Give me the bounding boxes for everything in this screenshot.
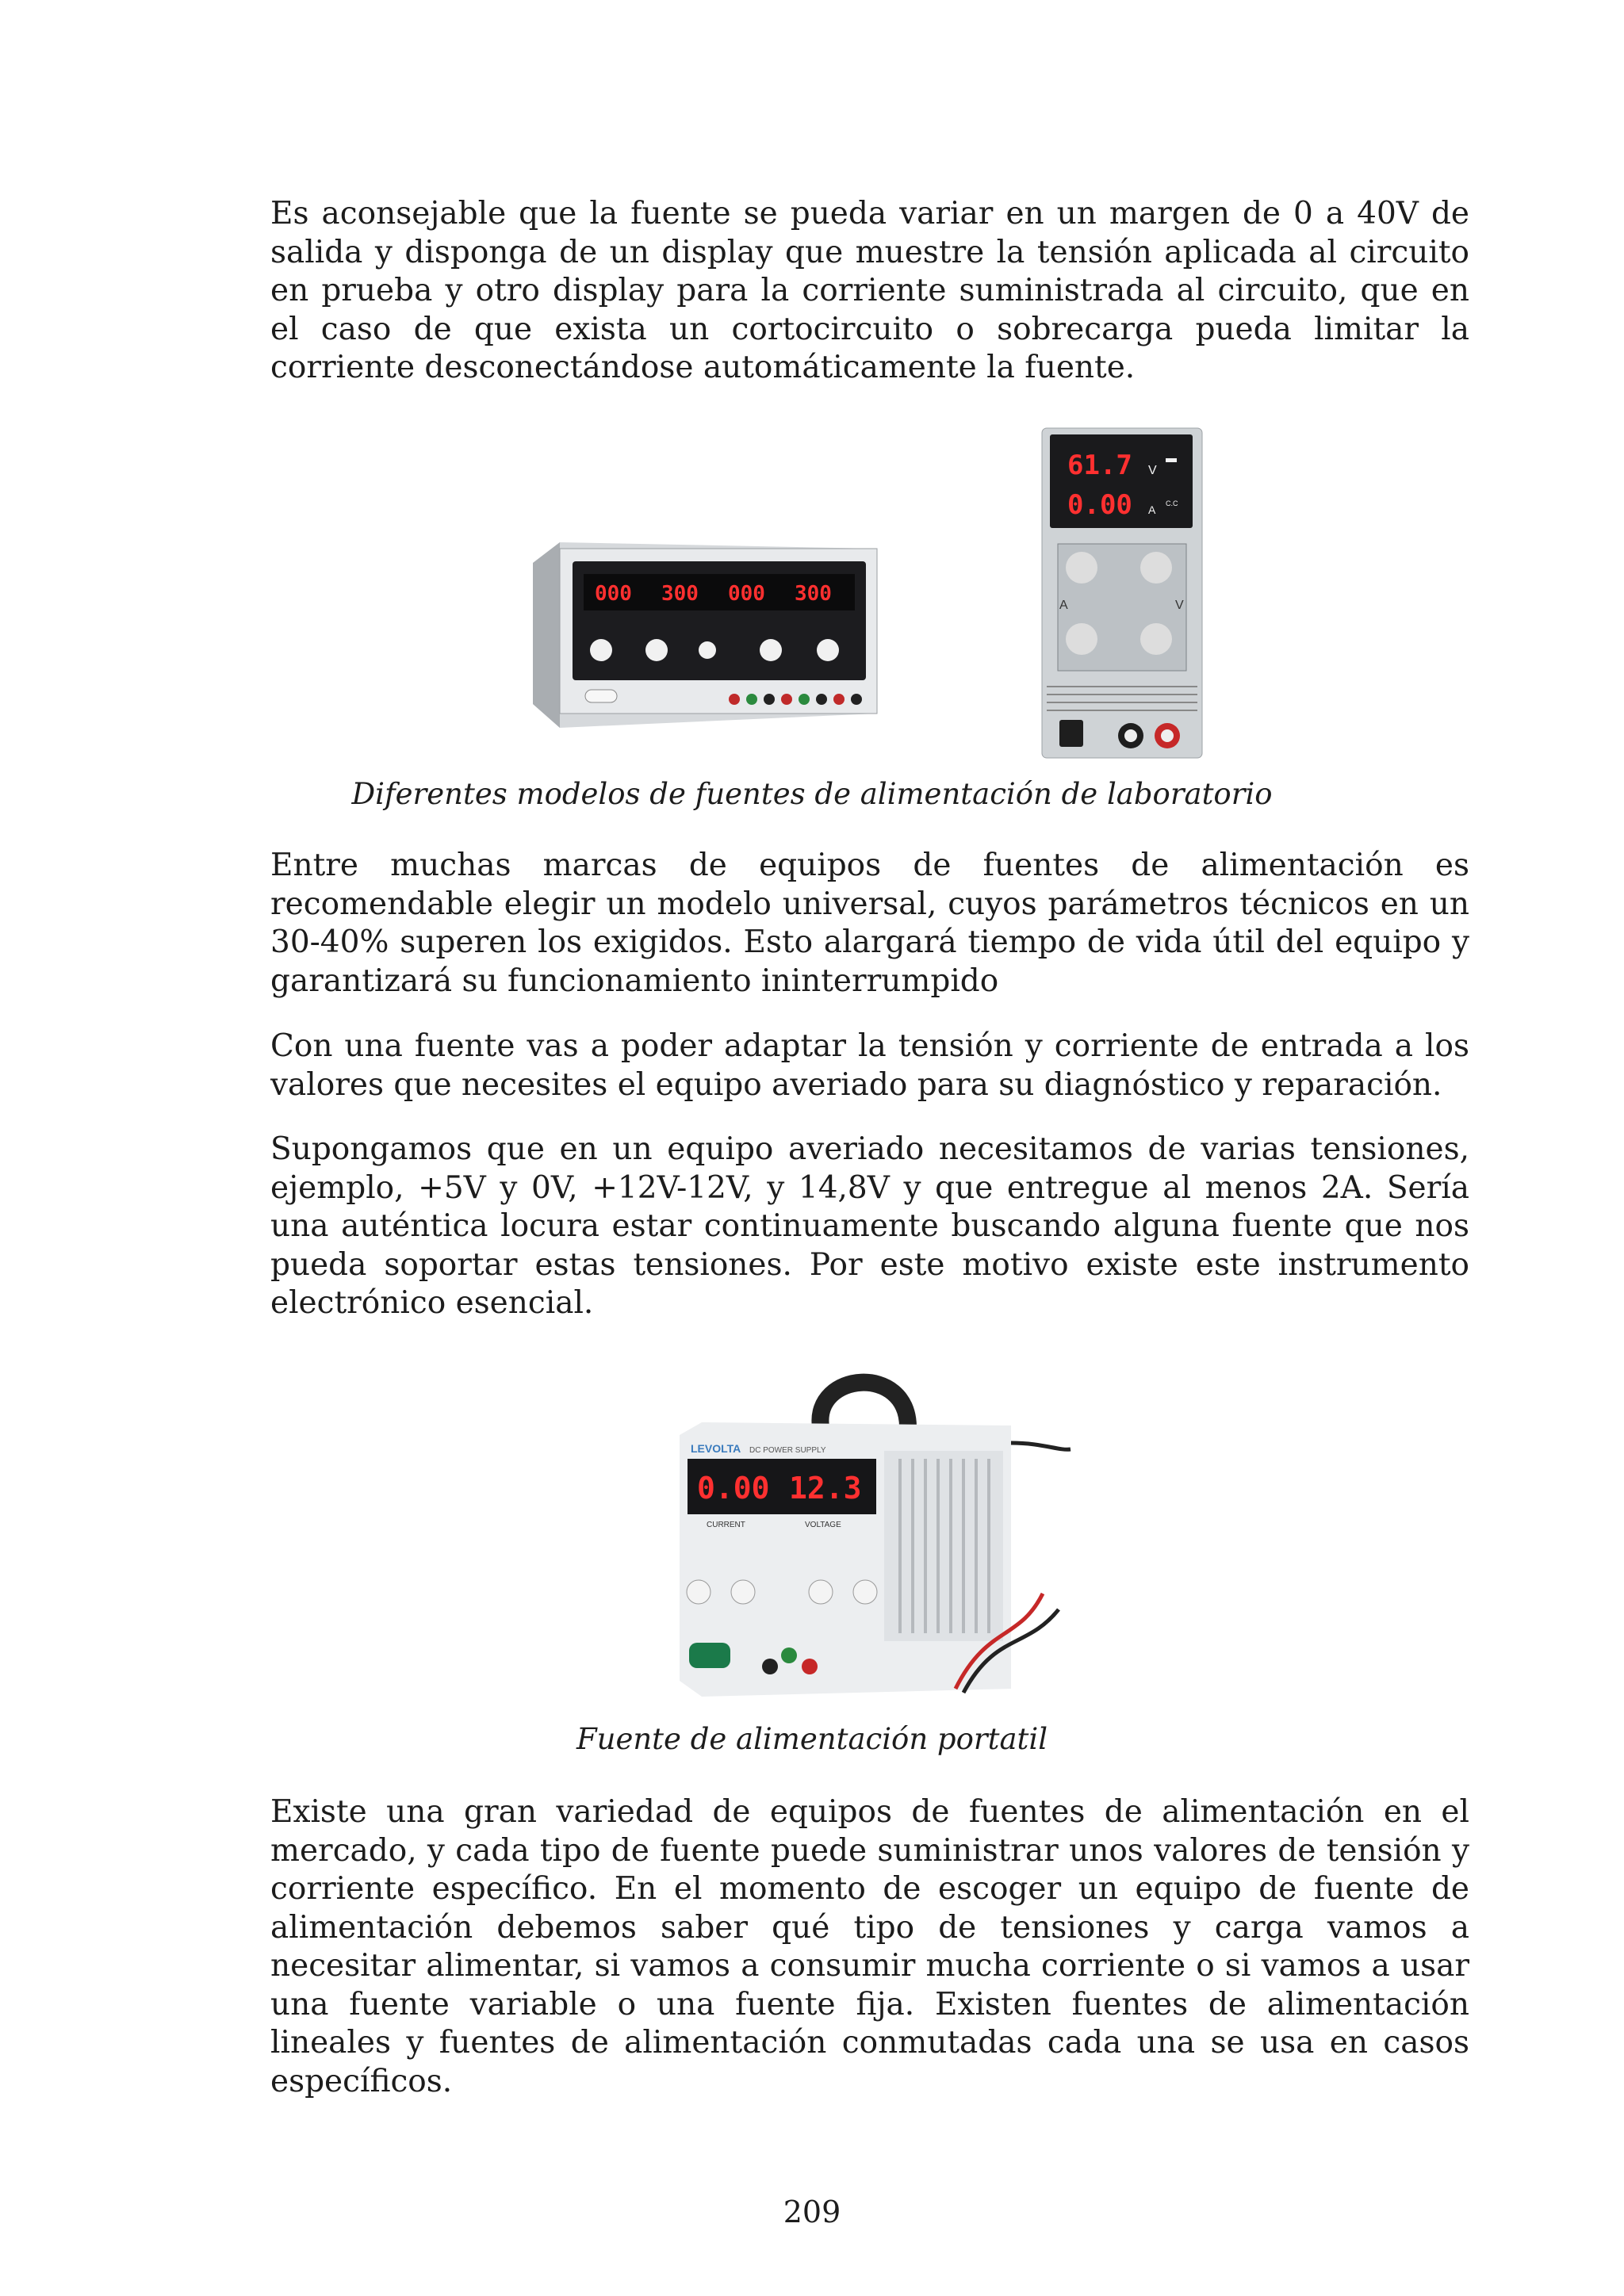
knob-icon: [809, 1580, 833, 1604]
knob-icon: [687, 1580, 710, 1604]
svg-text:V: V: [1175, 599, 1184, 612]
triple-output-power-supply-image: [528, 531, 885, 737]
display-3: 000: [728, 582, 765, 606]
display-4: 300: [795, 582, 832, 606]
knob-icon: [731, 1580, 755, 1604]
portable-power-supply-image: [670, 1356, 1074, 1705]
display-1: 000: [595, 582, 632, 606]
power-switch: [1059, 720, 1083, 747]
voltage-display: 12.3: [789, 1471, 862, 1506]
knob-icon: [1066, 623, 1097, 655]
paragraph-3: Con una fuente vas a poder adaptar la tensión y corriente de entrada a los valores que necesites el equipo averiado para su diagnóstico y reparación.: [270, 1028, 1469, 1103]
handle-icon: [820, 1383, 908, 1427]
knob-icon: [1140, 552, 1172, 584]
svg-text:A: A: [1059, 599, 1068, 612]
knob-icon: [590, 639, 612, 661]
compact-power-supply-image: [1039, 425, 1205, 761]
svg-text:CURRENT: CURRENT: [707, 1521, 745, 1529]
figure-caption-2: Fuente de alimentación portatil: [576, 1722, 1048, 1756]
svg-text:A: A: [1148, 503, 1156, 516]
paragraph-1: Es aconsejable que la fuente se pueda variar en un margen de 0 a 40V de salida y disponga de un display que muestre la tensión aplicada al circuito en prueba y otro display para la corriente suministrada al circuito, que en el caso de que exista un cortocircuito o sobrecarga pueda limitar la corriente desconectándose automáticamente la fuente.: [270, 196, 1469, 385]
svg-text:V: V: [1148, 464, 1157, 477]
knob-icon: [760, 639, 782, 661]
paragraph-4: Supongamos que en un equipo averiado necesitamos de varias tensiones, ejemplo, +5V y 0V, +12V-12V, y 14,8V y que entregue al menos 2A. Sería una auténtica locura estar continuamente buscando alguna fuente que nos pueda soportar estas tensiones. Por este motivo existe este instrumento electrónico esencial.: [270, 1131, 1469, 1321]
svg-text:C.C: C.C: [1166, 499, 1178, 507]
svg-text:VOLTAGE: VOLTAGE: [805, 1521, 841, 1529]
knob-icon: [853, 1580, 877, 1604]
brand-logo: LEVOLTA: [691, 1442, 741, 1455]
knob-icon: [1066, 552, 1097, 584]
power-cable-icon: [1011, 1443, 1071, 1449]
figure-caption-1: Diferentes modelos de fuentes de alimentación de laboratorio: [351, 777, 1273, 811]
page-number: 209: [783, 2195, 841, 2229]
knob-icon: [1140, 623, 1172, 655]
paragraph-2: Entre muchas marcas de equipos de fuentes de alimentación es recomendable elegir un modelo universal, cuyos parámetros técnicos en un 30-40% superen los exigidos. Esto alargará tiempo de vida útil del equipo y garantizará su funcionamiento ininterrumpido: [270, 848, 1469, 999]
power-switch: [689, 1643, 730, 1668]
current-display: 0.00: [1067, 489, 1132, 521]
voltage-display: 61.7: [1067, 450, 1132, 481]
knob-icon: [645, 639, 668, 661]
current-display: 0.00: [697, 1471, 770, 1506]
display-2: 300: [661, 582, 699, 606]
svg-text:DC POWER SUPPLY: DC POWER SUPPLY: [749, 1446, 826, 1455]
knob-icon: [699, 641, 716, 659]
paragraph-5: Existe una gran variedad de equipos de fuentes de alimentación en el mercado, y cada tipo de fuente puede suministrar unos valores de tensión y corriente específico. En el momento de escoger un equipo de fuente de alimentación debemos saber qué tipo de tensiones y carga vamos a necesitar alimentar, si vamos a consumir mucha corriente o si vamos a usar una fuente variable o una fuente fija. Existen fuentes de alimentación lineales y fuentes de alimentación conmutadas cada una se usa en casos específicos.: [270, 1794, 1469, 2099]
knob-icon: [817, 639, 839, 661]
